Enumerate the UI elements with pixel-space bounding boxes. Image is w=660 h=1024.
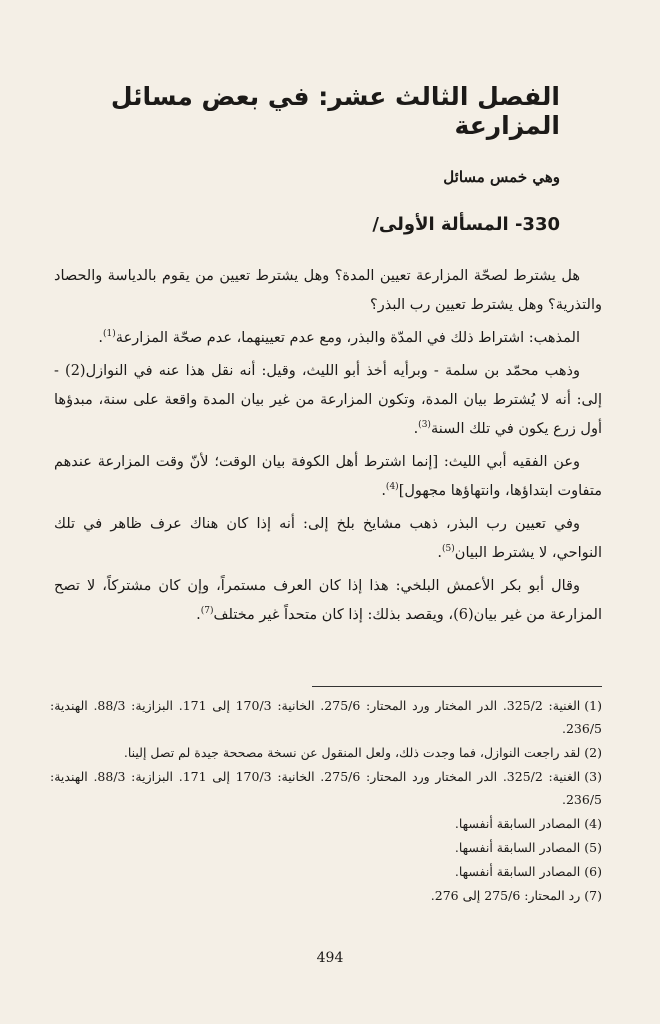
footnotes — [50, 694, 602, 908]
footnote-ref: (5) — [442, 544, 455, 555]
paragraph: وعن الفقيه أبي الليث: [إنما اشترط أهل الكوفة بيان الوقت؛ لأنّ وقت المزارعة عندهم متفاوت ابتداؤها، وانتهاؤها مجهول]$^{(4)}$. — [54, 454, 602, 499]
chapter-subtitle: وهي خمس مسائل — [443, 168, 560, 186]
footnote-ref: (1) — [103, 329, 116, 340]
paragraph: المذهب: اشتراط ذلك في المدّة والبذر، ومع عدم تعيينهما، عدم صحّة المزارعة$^{(1)}$. — [98, 329, 580, 346]
issue-heading: 330- المسألة الأولى/ — [372, 214, 560, 235]
paragraph: وفي تعيين رب البذر، ذهب مشايخ بلخ إلى: أنه إذا كان هناك عرف ظاهر في تلك النواحي، لا يشترط البيان$^{(5)}$. — [54, 516, 602, 561]
footnote-ref: (4) — [385, 482, 399, 493]
footnote-ref: (3) — [418, 420, 431, 431]
footnote: (4)المصادر السابقة أنفسها. — [454, 816, 602, 831]
paragraph: هل يشترط لصحّة المزارعة تعيين المدة؟ وهل يشترط تعيين من يقوم بالدياسة والحصاد والتذرية؟ وهل يشترط تعيين رب البذر؟ — [54, 268, 602, 313]
body-text — [54, 262, 602, 634]
chapter-title: الفصل الثالث عشر: في بعض مسائل المزارعة — [110, 82, 560, 140]
paragraph: وقال أبو بكر الأعمش البلخي: هذا إذا كان العرف مستمراً، وإن كان مشتركاً، لا تصح المزارعة من غير بيان(6)، ويقصد بذلك: إذا كان متحداً غير مختلف$^{(7)}$. — [54, 578, 602, 623]
footnote: (2)لقد راجعت النوازل، فما وجدت ذلك، ولعل المنقول عن نسخة مصححة جيدة لم تصل إلينا. — [123, 745, 602, 760]
paragraph: وذهب محمّد بن سلمة - وبرأيه أخذ أبو الليث، وقيل: أنه نقل هذا عنه في النوازل(2) - إلى: أنه لا يُشترط بيان المدة، وتكون المزارعة من غير بيان المدة واقعة على سنة، مبدؤها أول زرع يكون في تلك السنة$^{(3)}$. — [54, 363, 602, 437]
footnote-ref: (7) — [200, 606, 214, 617]
footnote: (5)المصادر السابقة أنفسها. — [454, 840, 602, 855]
footnote-divider — [312, 686, 602, 687]
page-number: 494 — [316, 950, 344, 966]
footnote: (7)رد المحتار: 275/6 إلى 276. — [430, 888, 602, 903]
footnote: (3)الغنية: 325/2. الدر المختار ورد المحتار: 275/6. الخانية: 170/3 إلى 171. البزازية: 88/3. الهندية: 236/5. — [50, 769, 603, 807]
footnote: (1)الغنية: 325/2. الدر المختار ورد المحتار: 275/6. الخانية: 170/3 إلى 171. البزازية: 88/3. الهندية: 236/5. — [50, 698, 603, 736]
footnote: (6)المصادر السابقة أنفسها. — [454, 864, 602, 879]
